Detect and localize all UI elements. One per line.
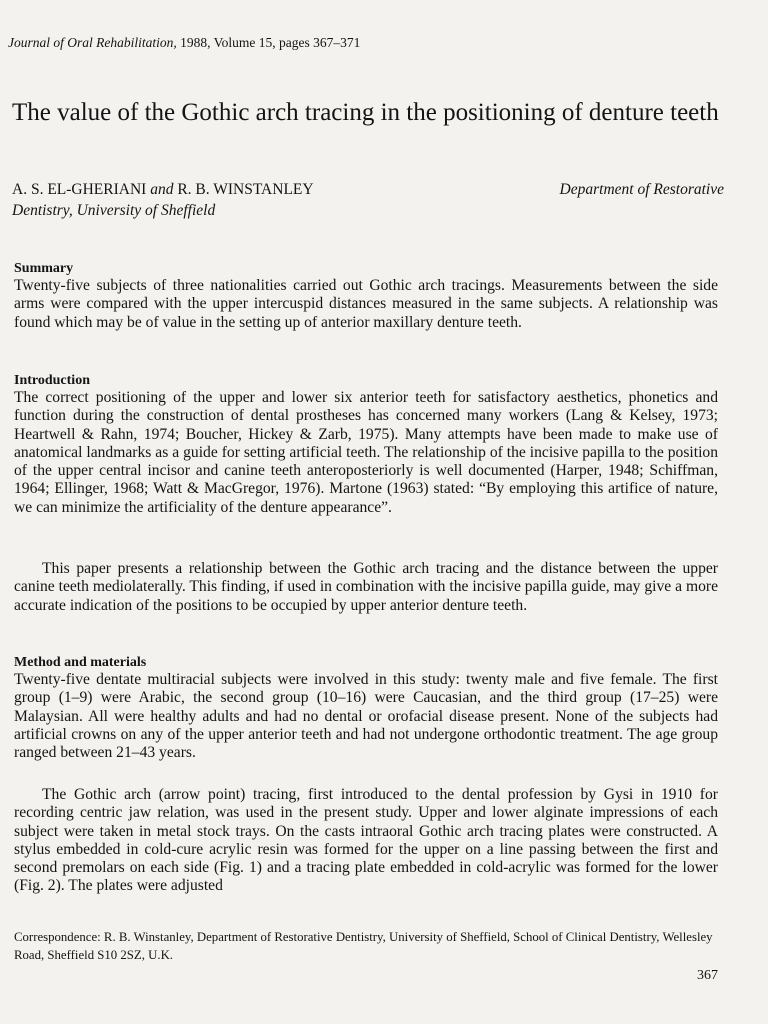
journal-details: 1988, Volume 15, pages 367–371 (180, 35, 361, 50)
introduction-paragraph-1: The correct positioning of the upper and lower six anterior teeth for satisfactory aesthetics, phonetics and function during the construction of dental prostheses has concerned many workers (Lang & Kelsey, 1973; Heartwell & Rahn, 1974; Boucher, Hickey & Zarb, 1975). Many attempts have been made to make use of anatomical landmarks as a guide for setting artificial teeth. The relationship of the incisive papilla to the position of the upper central incisor and canine teeth anteroposteriorly is well documented (Harper, 1948; Schiffman, 1964; Ellinger, 1968; Watt & MacGregor, 1976). Martone (1963) stated: “By employing this artifice of nature, we can minimize the artificiality of the denture appearance”. (14, 389, 718, 516)
summary-text: Twenty-five subjects of three nationalities carried out Gothic arch tracings. Measurements between the side arms were compared with the upper intercuspid distances measured in the same subjects. A relationship was found which may be of value in the setting up of anterior maxillary denture teeth. (14, 277, 718, 331)
author-1: A. S. EL-GHERIANI (12, 181, 147, 198)
introduction-paragraph-2: This paper presents a relationship between the Gothic arch tracing and the distance between the upper canine teeth mediolaterally. This finding, if used in combination with the incisive papilla guide, may give a more accurate indication of the positions to be occupied by upper anterior denture teeth. (14, 560, 718, 614)
page-number: 367 (697, 968, 718, 983)
author-block (12, 179, 724, 221)
author-conjunction: and (150, 181, 174, 198)
author-2: R. B. WINSTANLEY (177, 181, 314, 198)
introduction-heading: Introduction (14, 373, 90, 388)
methods-paragraph-2: The Gothic arch (arrow point) tracing, first introduced to the dental profession by Gysi in 1910 for recording centric jaw relation, was used in the present study. Upper and lower alginate impressions of each subject were taken in metal stock trays. On the casts intraoral Gothic arch tracing plates were constructed. A stylus embedded in cold-cure acrylic resin was formed for the upper on a line passing between the first and second premolars on each side (Fig. 1) and a tracing plate embedded in cold-acrylic was formed for the lower (Fig. 2). The plates were adjusted (14, 786, 718, 895)
department-line-2: Dentistry, University of Sheffield (12, 202, 216, 219)
journal-citation (8, 34, 708, 52)
article-title: The value of the Gothic arch tracing in the positioning of denture teeth (12, 99, 719, 126)
summary-heading: Summary (14, 261, 74, 276)
methods-paragraph-1: Twenty-five dentate multiracial subjects were involved in this study: twenty male and five female. The first group (1–9) were Arabic, the second group (10–16) were Caucasian, and the third group (17–25) were Malaysian. All were healthy adults and had no dental or orofacial disease present. None of the subjects had artificial crowns on any of the upper anterior teeth and had not undergone orthodontic treatment. The age group ranged between 21–43 years. (14, 671, 718, 762)
methods-heading: Method and materials (14, 655, 147, 670)
correspondence-footnote: Correspondence: R. B. Winstanley, Department of Restorative Dentistry, University of Sheffield, School of Clinical Dentistry, Wellesley Road, Sheffield S10 2SZ, U.K. (14, 930, 713, 962)
journal-name: Journal of Oral Rehabilitation, (8, 35, 177, 50)
department-line-1: Department of Restorative (559, 181, 724, 198)
